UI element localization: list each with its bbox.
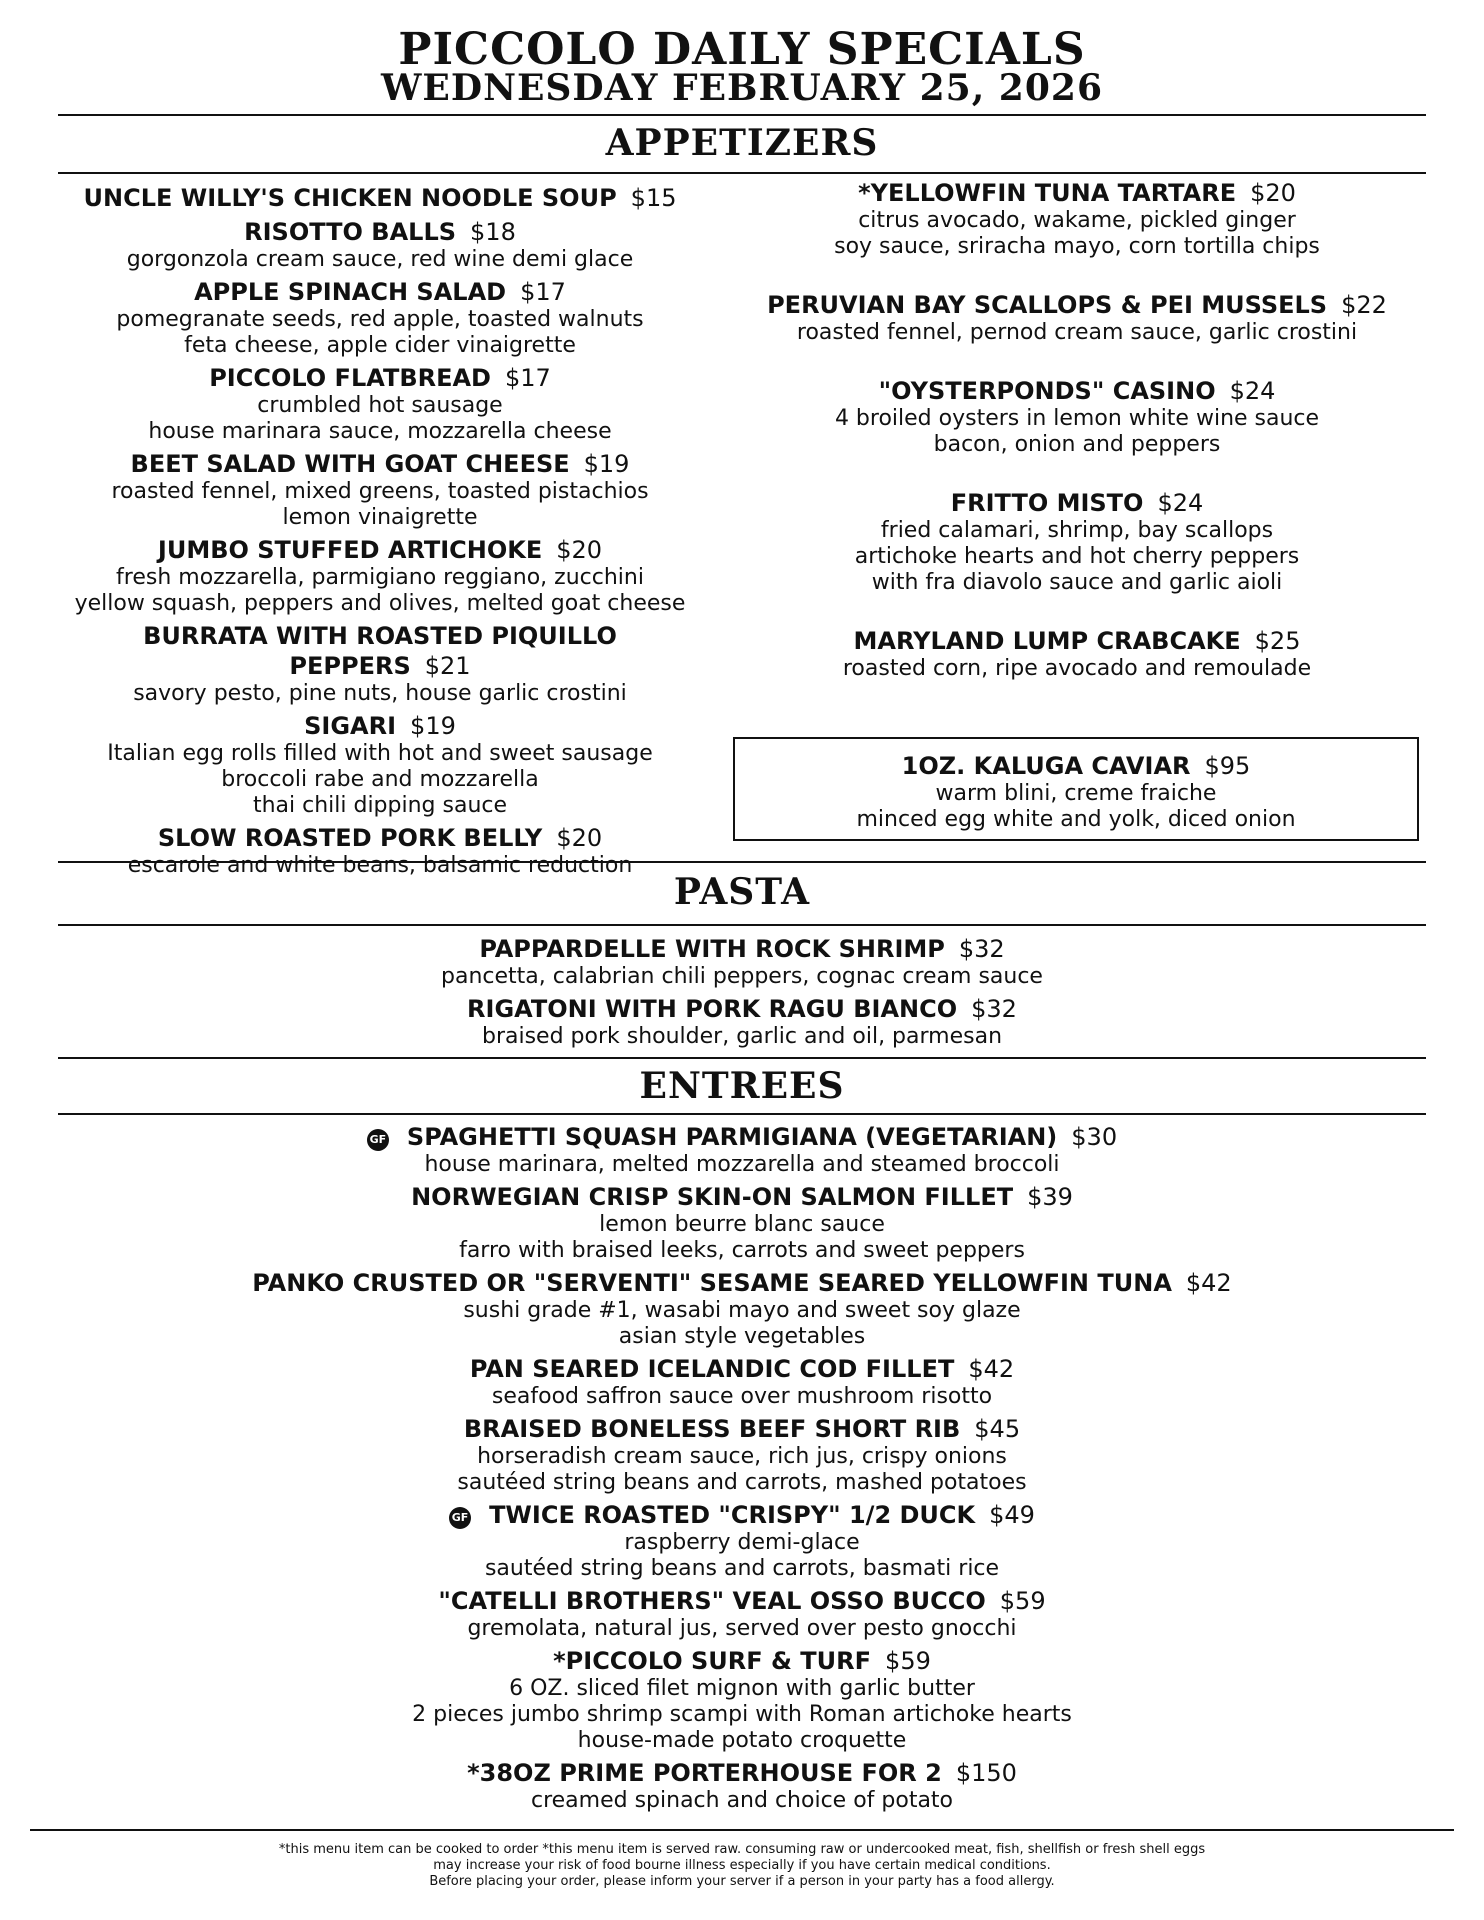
menu-item-name (60, 1354, 1424, 1384)
menu-item-description: broccoli rabe and mozzarella (221, 767, 539, 792)
menu-item-title: NORWEGIAN CRISP SKIN-ON SALMON FILLET (411, 1183, 1014, 1211)
menu-item-description: Italian egg rolls filled with hot and sweet sausage (107, 741, 653, 766)
menu-item-price: $24 (1157, 489, 1204, 517)
menu-item-price: $17 (504, 364, 551, 392)
menu-item-name (60, 934, 1424, 964)
menu-item-price: $22 (1341, 291, 1387, 319)
menu-item-description: braised pork shoulder, garlic and oil, parmesan (481, 1024, 1003, 1049)
menu-item-description: warm blini, creme fraiche (935, 781, 1217, 806)
menu-item-name (730, 488, 1424, 518)
menu-item-title: PICCOLO FLATBREAD (209, 364, 491, 392)
menu-item-price: $95 (1204, 752, 1251, 780)
menu-item-title: PANKO CRUSTED OR "SERVENTI" SESAME SEARED YELLOWFIN TUNA (252, 1269, 1172, 1297)
menu-item-title: FRITTO MISTO (950, 489, 1144, 517)
menu-item-price: $45 (974, 1415, 1021, 1443)
menu-item-price: $24 (1229, 377, 1276, 405)
menu-item-price: $59 (885, 1647, 931, 1675)
menu-item (730, 488, 1424, 596)
menu-item-price: $42 (1185, 1269, 1232, 1297)
appetizers-left-column (60, 183, 700, 883)
menu-item-title: JUMBO STUFFED ARTICHOKE (157, 536, 543, 564)
menu-item-name (60, 217, 700, 247)
menu-item-name (730, 290, 1424, 320)
menu-item-price: $19 (410, 712, 456, 740)
menu-item (60, 1500, 1424, 1582)
menu-item-title: APPLE SPINACH SALAD (194, 278, 507, 306)
menu-item-price: $32 (971, 995, 1017, 1023)
menu-item-name (60, 1182, 1424, 1212)
menu-item (60, 449, 700, 531)
menu-item-title: RIGATONI WITH PORK RAGU BIANCO (467, 995, 958, 1023)
menu-item (60, 1586, 1424, 1642)
menu-item-price: $25 (1254, 627, 1301, 655)
menu-item-name (60, 621, 700, 681)
menu-item-description: pancetta, calabrian chili peppers, cognac cream sauce (441, 964, 1043, 989)
gluten-free-icon: GF (449, 1507, 471, 1529)
menu-item-description: thai chili dipping sauce (252, 793, 508, 818)
menu-item-name (60, 1268, 1424, 1298)
menu-item-price: $150 (955, 1759, 1017, 1787)
menu-item-description: sautéed string beans and carrots, basmati rice (484, 1556, 1000, 1581)
appetizers-right-column (730, 178, 1424, 712)
menu-item-name (60, 1122, 1424, 1152)
menu-item-price: $18 (470, 218, 516, 246)
menu-item-title: BRAISED BONELESS BEEF SHORT RIB (463, 1415, 961, 1443)
menu-item-price: $20 (556, 824, 603, 852)
menu-item-name (60, 1646, 1424, 1676)
menu-item-price: $20 (556, 536, 603, 564)
menu-item-description: roasted corn, ripe avocado and remoulade (842, 656, 1312, 681)
menu-item-description: asian style vegetables (618, 1324, 866, 1349)
menu-item-name (60, 363, 700, 393)
menu-item-title: "CATELLI BROTHERS" VEAL OSSO BUCCO (438, 1587, 986, 1615)
divider (58, 1113, 1426, 1115)
menu-item-title: MARYLAND LUMP CRABCAKE (853, 627, 1241, 655)
menu-item-price: $30 (1071, 1123, 1118, 1151)
footnote-line: *this menu item can be cooked to order *this menu item is served raw. consuming raw or undercooked meat, fish, shellfish or fresh shell eggs (278, 1842, 1206, 1857)
menu-item-description: roasted fennel, pernod cream sauce, garlic crostini (796, 320, 1358, 345)
section-heading-pasta: PASTA (673, 871, 811, 913)
menu-item-name (60, 449, 700, 479)
menu-item-name (60, 1758, 1424, 1788)
menu-item-price: $20 (1250, 179, 1296, 207)
menu-item-price: $32 (958, 935, 1005, 963)
menu-item-title: SLOW ROASTED PORK BELLY (157, 824, 543, 852)
menu-item-description: crumbled hot sausage (257, 393, 503, 418)
menu-item-price: $19 (583, 450, 630, 478)
menu-item-title: PAN SEARED ICELANDIC COD FILLET (469, 1355, 955, 1383)
menu-item-description: bacon, onion and peppers (933, 432, 1221, 457)
menu-item (60, 1414, 1424, 1496)
menu-item-description: sushi grade #1, wasabi mayo and sweet soy glaze (463, 1298, 1021, 1323)
menu-item-title: BEET SALAD WITH GOAT CHEESE (130, 450, 570, 478)
menu-item-description: fresh mozzarella, parmigiano reggiano, zucchini (116, 565, 644, 590)
allergy-footnote (0, 1842, 1484, 1890)
section-heading-entrees: ENTREES (639, 1065, 845, 1107)
menu-item (60, 1646, 1424, 1754)
menu-item (60, 1122, 1424, 1178)
menu-item-price: $15 (630, 184, 677, 212)
menu-item-name (730, 376, 1424, 406)
footnote-line: Before placing your order, please inform your server if a person in your party has a food allergy. (429, 1874, 1055, 1889)
footnote-line: may increase your risk of food bourne illness especially if you have certain medical conditions. (433, 1858, 1051, 1873)
menu-item-title: UNCLE WILLY'S CHICKEN NOODLE SOUP (83, 184, 617, 212)
menu-item-description: pomegranate seeds, red apple, toasted walnuts (116, 307, 644, 332)
menu-item-description: 2 pieces jumbo shrimp scampi with Roman artichoke hearts (412, 1702, 1072, 1727)
menu-item (60, 277, 700, 359)
menu-item-price: $49 (989, 1501, 1035, 1529)
menu-item-name (60, 994, 1424, 1024)
menu-item (60, 1182, 1424, 1264)
menu-item (730, 376, 1424, 458)
menu-item-name (60, 1500, 1424, 1530)
menu-item-name (60, 277, 700, 307)
menu-item-description: feta cheese, apple cider vinaigrette (184, 333, 576, 358)
divider (58, 861, 1426, 863)
menu-item-price: $17 (520, 278, 566, 306)
menu-item-description: yellow squash, peppers and olives, melted goat cheese (74, 591, 686, 616)
menu-item-title: *YELLOWFIN TUNA TARTARE (858, 179, 1237, 207)
menu-item-price: $42 (968, 1355, 1015, 1383)
menu-item-description: minced egg white and yolk, diced onion (856, 807, 1296, 832)
menu-item-name (60, 1586, 1424, 1616)
menu-item-title: PAPPARDELLE WITH ROCK SHRIMP (479, 935, 945, 963)
menu-item-description: 6 OZ. sliced filet mignon with garlic butter (509, 1676, 975, 1701)
menu-item-description: house marinara sauce, mozzarella cheese (148, 419, 612, 444)
menu-item-description: creamed spinach and choice of potato (530, 1788, 954, 1813)
menu-date: WEDNESDAY FEBRUARY 25, 2026 (381, 67, 1103, 109)
menu-item-price: $39 (1027, 1183, 1073, 1211)
menu-item-title: SIGARI (304, 712, 397, 740)
menu-item-description: roasted fennel, mixed greens, toasted pistachios (111, 479, 649, 504)
menu-item-description: citrus avocado, wakame, pickled ginger (858, 208, 1296, 233)
menu-item (60, 1268, 1424, 1350)
menu-item-price: $59 (999, 1587, 1046, 1615)
menu-item-description: gorgonzola cream sauce, red wine demi glace (126, 247, 634, 272)
menu-item-name: 1OZ. KALUGA CAVIAR $95 (901, 752, 1251, 780)
menu-item (60, 994, 1424, 1050)
menu-item-description: with fra diavolo sauce and garlic aioli (871, 570, 1283, 595)
menu-item-description: artichoke hearts and hot cherry peppers (854, 544, 1300, 569)
entrees-list (60, 1122, 1424, 1818)
menu-title: PICCOLO DAILY SPECIALS (398, 24, 1086, 75)
menu-item-name (60, 183, 700, 213)
divider (58, 114, 1426, 116)
menu-item-description: lemon vinaigrette (282, 505, 478, 530)
menu-item (60, 363, 700, 445)
menu-item-title: "OYSTERPONDS" CASINO (878, 377, 1216, 405)
menu-item-description: house-made potato croquette (577, 1728, 907, 1753)
menu-item-name (60, 535, 700, 565)
menu-item-price: $21 (424, 652, 471, 680)
divider (30, 1829, 1454, 1831)
menu-item (730, 290, 1424, 346)
menu-item-description: sautéed string beans and carrots, mashed potatoes (457, 1470, 1027, 1495)
menu-item-description: raspberry demi-glace (624, 1530, 860, 1555)
divider (58, 1057, 1426, 1059)
menu-item-name (60, 823, 700, 853)
pasta-list (60, 934, 1424, 1054)
divider (58, 172, 1426, 174)
menu-item-description: lemon beurre blanc sauce (599, 1212, 885, 1237)
menu-item-name (730, 626, 1424, 656)
menu-item-title: BURRATA WITH ROASTED PIQUILLO PEPPERS (143, 622, 617, 680)
menu-item-name (730, 178, 1424, 208)
menu-item-title: SPAGHETTI SQUASH PARMIGIANA (VEGETARIAN) (406, 1123, 1058, 1151)
menu-item-description: soy sauce, sriracha mayo, corn tortilla chips (834, 234, 1320, 259)
menu-item (60, 1354, 1424, 1410)
menu-item (730, 178, 1424, 260)
menu-item (60, 621, 700, 707)
menu-item (60, 934, 1424, 990)
menu-item (60, 535, 700, 617)
menu-item-description: 4 broiled oysters in lemon white wine sauce (834, 406, 1320, 431)
caviar-feature-box (733, 737, 1419, 841)
menu-item-description: fried calamari, shrimp, bay scallops (880, 518, 1274, 543)
menu-item-title: *38OZ PRIME PORTERHOUSE FOR 2 (467, 1759, 942, 1787)
gluten-free-icon: GF (367, 1129, 389, 1151)
menu-item-description: farro with braised leeks, carrots and sweet peppers (459, 1238, 1025, 1263)
divider (58, 924, 1426, 926)
menu-item-description: house marinara, melted mozzarella and steamed broccoli (424, 1152, 1060, 1177)
menu-item-title: PERUVIAN BAY SCALLOPS & PEI MUSSELS (767, 291, 1328, 319)
menu-item-description: horseradish cream sauce, rich jus, crispy onions (477, 1444, 1007, 1469)
menu-item (60, 711, 700, 819)
menu-item-description: escarole and white beans, balsamic reduction (127, 853, 633, 878)
menu-item-description: gremolata, natural jus, served over pesto gnocchi (467, 1616, 1017, 1641)
section-heading-appetizers: APPETIZERS (605, 122, 879, 164)
menu-item (60, 1758, 1424, 1814)
menu-item (730, 626, 1424, 682)
menu-item-name (60, 711, 700, 741)
menu-item-title: TWICE ROASTED "CRISPY" 1/2 DUCK (489, 1501, 976, 1529)
menu-item-title: *PICCOLO SURF & TURF (553, 1647, 872, 1675)
menu-item-name (60, 1414, 1424, 1444)
menu-item-title: RISOTTO BALLS (244, 218, 457, 246)
menu-item (60, 183, 700, 213)
menu-item (60, 217, 700, 273)
menu-item-description: savory pesto, pine nuts, house garlic crostini (133, 681, 627, 706)
menu-item-description: seafood saffron sauce over mushroom risotto (491, 1384, 993, 1409)
